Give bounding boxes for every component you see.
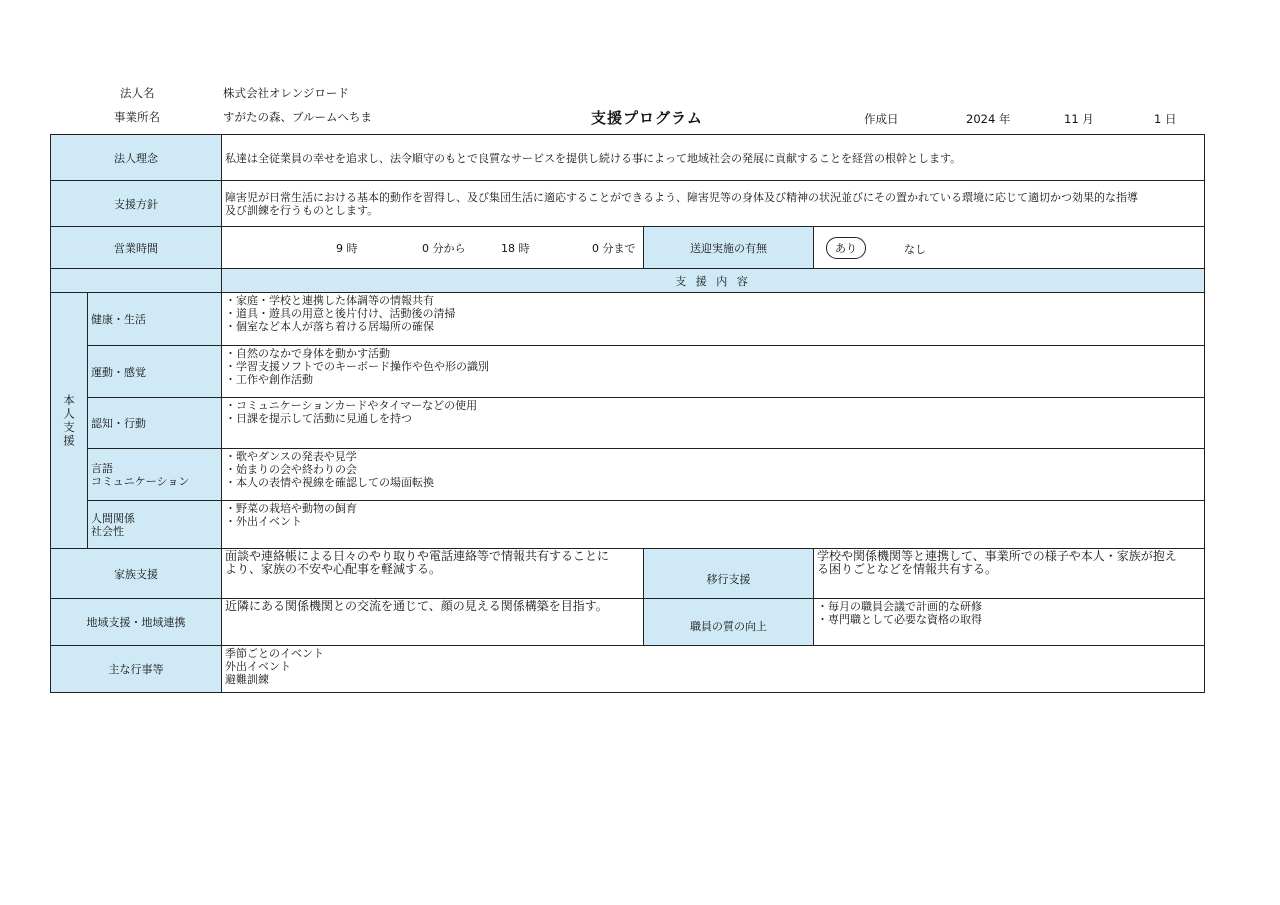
- page-title: 支援プログラム: [591, 109, 703, 127]
- date-day: 1 日: [1154, 112, 1177, 126]
- row-language-label: [87, 448, 221, 500]
- date-year: 2024 年: [966, 112, 1011, 126]
- health-label: 健康・生活: [91, 313, 146, 326]
- policy-text-content: 障害児が日常生活における基本的動作を習得し、及び集団生活に適応することができるよう、障害児等の身体及び精神の状況並びにその置かれている環境に応じて適切かつ効果的な指導 及び訓練を行うものとします。: [225, 190, 1138, 217]
- motor-text: ・自然のなかで身体を動かす活動 ・学習支援ソフトでのキーボード操作や色や形の識別 ・工作や創作活動: [225, 347, 489, 386]
- date-month: 11 月: [1064, 112, 1094, 126]
- support-program-table: [50, 134, 1205, 693]
- events-label: 主な行事等: [50, 645, 221, 693]
- family-label: 家族支援: [50, 548, 221, 598]
- row-social-label: [87, 500, 221, 548]
- transition-text-cell: [813, 548, 1205, 598]
- staff-text-cell: [813, 598, 1205, 645]
- transport-label: 送迎実施の有無: [643, 226, 813, 268]
- events-text-cell: [221, 645, 1205, 693]
- health-text: ・家庭・学校と連携した体調等の情報共有 ・道具・遊具の用意と後片付け、活動後の清掃 ・個室など本人が落ち着ける居場所の確保: [225, 294, 456, 333]
- family-text-cell: [221, 548, 643, 598]
- row-cognition-label: [87, 397, 221, 448]
- office-name-value: すがたの森、ブルームへちま: [223, 110, 373, 124]
- language-text: ・歌やダンスの発表や見学 ・始まりの会や終わりの会 ・本人の表情や視線を確認しての場面転換: [225, 450, 434, 489]
- cognition-label: 認知・行動: [91, 417, 146, 430]
- content-header-blank: [50, 268, 221, 292]
- philosophy-text: [221, 134, 1205, 180]
- end-hour: 18 時: [501, 242, 530, 255]
- row-motor-label: [87, 345, 221, 397]
- staff-label: 職員の質の向上: [643, 598, 813, 645]
- social-text: ・野菜の栽培や動物の飼育 ・外出イベント: [225, 502, 357, 528]
- community-text: 近隣にある関係機関との交流を通じて、顔の見える関係構築を目指す。: [225, 599, 608, 613]
- office-name-label: 事業所名: [114, 110, 160, 124]
- transport-value: [813, 226, 1205, 268]
- hours-value: [221, 226, 643, 268]
- transport-yes-circled: [826, 237, 866, 259]
- policy-text: [221, 180, 1205, 226]
- row-language-text: [221, 448, 1205, 500]
- row-social-text: [221, 500, 1205, 548]
- start-minute: 0 分から: [422, 242, 466, 255]
- corp-name-label: 法人名: [120, 86, 155, 100]
- transition-text: 学校や関係機関等と連携して、事業所での様子や本人・家族が抱え る困りごとなどを情報共有する。: [817, 549, 1177, 576]
- row-cognition-text: [221, 397, 1205, 448]
- staff-text: ・毎月の職員会議で計画的な研修 ・専門職として必要な資格の取得: [817, 600, 982, 626]
- hours-label: 営業時間: [50, 226, 221, 268]
- language-label: 言語 コミュニケーション: [91, 461, 190, 488]
- community-label: 地域支援・地域連携: [50, 598, 221, 645]
- personal-support-label-text: 本人支援: [62, 393, 76, 448]
- start-hour: 9 時: [336, 242, 358, 255]
- events-text: 季節ごとのイベント 外出イベント 避難訓練: [225, 647, 324, 686]
- philosophy-text-content: 私達は全従業員の幸せを追求し、法令順守のもとで良質なサービスを提供し続ける事によって地域社会の発展に貢献することを経営の根幹とします。: [225, 151, 962, 165]
- policy-label: 支援方針: [50, 180, 221, 226]
- transition-label: 移行支援: [643, 548, 813, 598]
- row-health-text: [221, 292, 1205, 345]
- motor-label: 運動・感覚: [91, 365, 146, 379]
- philosophy-label: 法人理念: [50, 134, 221, 180]
- end-minute: 0 分まで: [592, 242, 636, 255]
- transport-yes: あり: [835, 242, 857, 255]
- social-label: 人間関係 社会性: [91, 511, 135, 538]
- row-health-label: [87, 292, 221, 345]
- row-motor-text: [221, 345, 1205, 397]
- family-text: 面談や連絡帳による日々のやり取りや電話連絡等で情報共有することに より、家族の不安や心配事を軽減する。: [225, 549, 610, 576]
- personal-support-label: [50, 292, 87, 548]
- corp-name-value: 株式会社オレンジロード: [223, 86, 349, 100]
- cognition-text: ・コミュニケーションカードやタイマーなどの使用 ・日課を提示して活動に見通しを持つ: [225, 399, 478, 425]
- date-label: 作成日: [864, 112, 899, 126]
- community-text-cell: [221, 598, 643, 645]
- transport-no: なし: [904, 243, 926, 256]
- support-content-header: 支 援 内 容: [221, 268, 1205, 292]
